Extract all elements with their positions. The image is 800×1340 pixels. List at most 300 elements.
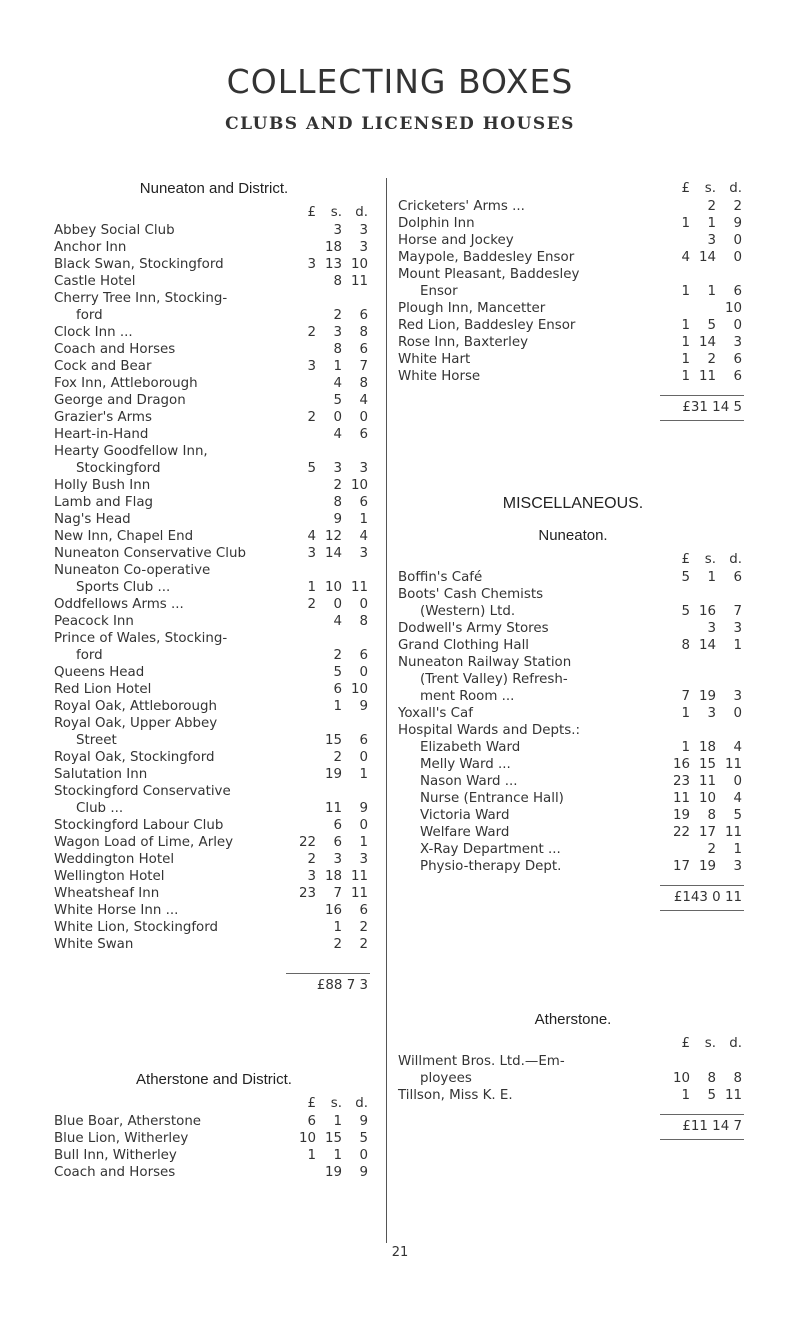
pence-amount: 6 [733, 570, 742, 585]
pence-amount: 4 [359, 393, 368, 408]
entry-name: Nuneaton Railway Station [398, 655, 572, 670]
list-item [398, 739, 748, 756]
pounds-amount: 11 [672, 791, 690, 806]
pounds-header: £ [681, 552, 690, 567]
list-item [54, 324, 374, 341]
pence-amount: 4 [359, 529, 368, 544]
entry-name: Yoxall's Caf [398, 706, 473, 721]
entry-name: Abbey Social Club [54, 223, 175, 238]
shillings-amount: 8 [707, 1071, 716, 1086]
page-number: 21 [391, 1245, 409, 1260]
pounds-amount: 22 [672, 825, 690, 840]
entry-name: George and Dragon [54, 393, 186, 408]
pence-amount: 4 [733, 740, 742, 755]
pence-amount: 2 [359, 937, 368, 952]
list-item [398, 586, 748, 620]
total-value: £143 0 11 [673, 890, 742, 905]
list-item [54, 1164, 374, 1181]
pence-amount: 1 [359, 512, 368, 527]
entry-name: X-Ray Department ... [420, 842, 561, 857]
entry-name: Street [76, 733, 117, 748]
pounds-amount [664, 841, 690, 858]
entry-name: Peacock Inn [54, 614, 134, 629]
page-title: COLLECTING BOXES [226, 62, 574, 101]
currency-header [398, 1033, 748, 1053]
entry-name: Bull Inn, Witherley [54, 1148, 177, 1163]
pence-amount: 8 [359, 614, 368, 629]
shillings-amount: 5 [707, 1088, 716, 1103]
list-item [54, 681, 374, 698]
pounds-amount [290, 1164, 316, 1181]
shillings-amount: 6 [333, 835, 342, 850]
nuneaton-district-list [54, 222, 374, 953]
list-item [398, 351, 748, 368]
entry-name: Holly Bush Inn [54, 478, 151, 493]
list-item [54, 749, 374, 766]
shillings-amount: 1 [707, 284, 716, 299]
pounds-amount: 2 [307, 852, 316, 867]
pounds-amount: 1 [681, 1088, 690, 1103]
pounds-amount [290, 766, 316, 783]
pounds-amount [290, 511, 316, 528]
pounds-amount: 16 [672, 757, 690, 772]
pounds-amount: 4 [307, 529, 316, 544]
entry-name: White Horse Inn ... [54, 903, 179, 918]
shillings-amount: 15 [324, 1131, 342, 1146]
shillings-amount: 3 [333, 325, 342, 340]
entry-name: Salutation Inn [54, 767, 148, 782]
list-item [54, 1147, 374, 1164]
pounds-amount [290, 936, 316, 953]
entry-name: Sports Club ... [76, 580, 171, 595]
pence-amount: 2 [733, 199, 742, 214]
entry-name: White Swan [54, 937, 134, 952]
entry-name: Royal Oak, Attleborough [54, 699, 217, 714]
pence-amount: 9 [359, 1165, 368, 1180]
pounds-amount [290, 239, 316, 256]
list-item [54, 494, 374, 511]
entry-name: Ensor [420, 284, 458, 299]
list-item [398, 249, 748, 266]
pounds-amount: 1 [681, 335, 690, 350]
shillings-amount: 4 [333, 614, 342, 629]
pounds-amount [290, 392, 316, 409]
list-item [54, 613, 374, 630]
pounds-amount: 1 [681, 216, 690, 231]
pounds-amount: 5 [681, 604, 690, 619]
total-value: £88 7 3 [316, 978, 368, 993]
hospital-label: Hospital Wards and Depts.: [398, 723, 580, 738]
shillings-amount: 0 [333, 597, 342, 612]
pence-amount: 0 [359, 818, 368, 833]
pounds-amount [290, 681, 316, 698]
pence-amount: 8 [733, 1071, 742, 1086]
pounds-amount: 7 [681, 689, 690, 704]
list-item [54, 936, 374, 953]
pounds-amount [290, 902, 316, 919]
pence-amount: 9 [359, 699, 368, 714]
shillings-amount: 5 [333, 665, 342, 680]
entry-name: Blue Lion, Witherley [54, 1131, 189, 1146]
list-item [54, 256, 374, 273]
pence-amount: 6 [359, 903, 368, 918]
entry-name: Black Swan, Stockingford [54, 257, 224, 272]
shillings-amount: 2 [333, 648, 342, 663]
entry-name: Boffin's Café [398, 570, 483, 585]
pounds-amount: 1 [307, 580, 316, 595]
shillings-amount: 4 [333, 376, 342, 391]
pence-amount: 11 [350, 580, 368, 595]
pence-amount: 6 [359, 733, 368, 748]
shillings-amount: 17 [698, 825, 716, 840]
list-item [54, 868, 374, 885]
shillings-amount: 19 [324, 767, 342, 782]
pounds-amount [664, 300, 690, 317]
shillings-amount: 6 [333, 818, 342, 833]
entry-name: Grazier's Arms [54, 410, 152, 425]
pence-amount: 0 [359, 410, 368, 425]
pence-amount: 6 [733, 284, 742, 299]
list-item [54, 783, 374, 817]
entry-name: Stockingford Conservative [54, 784, 231, 799]
entry-name: White Horse [398, 369, 481, 384]
list-item [398, 317, 748, 334]
entry-name: Nuneaton Co-operative [54, 563, 211, 578]
pounds-header: £ [681, 1036, 690, 1051]
list-item [398, 654, 748, 705]
list-item [54, 630, 374, 664]
list-item [54, 409, 374, 426]
shillings-amount: 2 [707, 352, 716, 367]
nuneaton-district-title: Nuneaton and District. [139, 180, 289, 197]
entry-name: Horse and Jockey [398, 233, 514, 248]
shillings-amount [694, 300, 716, 317]
pounds-amount [290, 732, 316, 749]
entry-name: Grand Clothing Hall [398, 638, 530, 653]
entry-name: New Inn, Chapel End [54, 529, 194, 544]
pounds-amount [290, 698, 316, 715]
pounds-amount: 8 [681, 638, 690, 653]
shillings-amount: 3 [707, 233, 716, 248]
entry-name: Willment Bros. Ltd.—Em- [398, 1054, 565, 1069]
entry-name: Wellington Hotel [54, 869, 165, 884]
entry-name: Weddington Hotel [54, 852, 175, 867]
pounds-amount [290, 426, 316, 443]
shillings-amount: 14 [324, 546, 342, 561]
pence-amount: 0 [733, 774, 742, 789]
pence-header: d. [729, 552, 742, 567]
shillings-amount: 3 [707, 706, 716, 721]
entry-name: Tillson, Miss K. E. [398, 1088, 513, 1103]
entry-name: Blue Boar, Atherstone [54, 1114, 202, 1129]
pounds-amount: 1 [681, 352, 690, 367]
pence-amount: 3 [359, 546, 368, 561]
pounds-amount: 1 [681, 706, 690, 721]
miscellaneous-title: MISCELLANEOUS. [502, 495, 644, 512]
pounds-amount: 3 [307, 869, 316, 884]
pounds-amount: 1 [681, 284, 690, 299]
shillings-amount: 10 [698, 791, 716, 806]
entry-name: Victoria Ward [420, 808, 510, 823]
pence-amount: 3 [733, 859, 742, 874]
shillings-amount: 5 [707, 318, 716, 333]
shillings-header: s. [704, 1036, 716, 1051]
pence-amount: 0 [359, 750, 368, 765]
pence-amount: 3 [733, 621, 742, 636]
list-item [54, 698, 374, 715]
entry-name: Plough Inn, Mancetter [398, 301, 546, 316]
shillings-amount: 15 [324, 733, 342, 748]
pence-amount: 6 [359, 648, 368, 663]
list-item [398, 841, 748, 858]
pence-amount: 2 [359, 920, 368, 935]
shillings-amount: 14 [698, 638, 716, 653]
list-item [398, 858, 748, 875]
pence-amount: 0 [359, 1148, 368, 1163]
shillings-amount: 18 [324, 240, 342, 255]
pence-amount: 11 [350, 274, 368, 289]
list-item [398, 215, 748, 232]
pounds-amount [664, 232, 690, 249]
shillings-amount: 18 [698, 740, 716, 755]
pounds-amount [290, 919, 316, 936]
entry-name: Lamb and Flag [54, 495, 154, 510]
continued-list [398, 198, 748, 385]
entry-name: Dolphin Inn [398, 216, 475, 231]
pounds-amount: 2 [307, 597, 316, 612]
entry-name: Clock Inn ... [54, 325, 133, 340]
pence-amount: 10 [350, 478, 368, 493]
list-item [398, 266, 748, 300]
pence-header: d. [355, 205, 368, 220]
pence-amount: 10 [724, 301, 742, 316]
shillings-amount: 8 [333, 274, 342, 289]
continued-total [398, 395, 748, 421]
entry-name: Physio-therapy Dept. [420, 859, 562, 874]
shillings-amount: 2 [333, 750, 342, 765]
pence-amount: 3 [733, 335, 742, 350]
pounds-amount: 1 [681, 740, 690, 755]
pounds-amount: 17 [672, 859, 690, 874]
shillings-amount: 10 [324, 580, 342, 595]
pence-header: d. [355, 1096, 368, 1111]
shillings-amount: 1 [333, 359, 342, 374]
atherstone-district-list [54, 1113, 374, 1181]
shillings-amount: 14 [698, 335, 716, 350]
entry-name: Nason Ward ... [420, 774, 518, 789]
entry-name: Anchor Inn [54, 240, 127, 255]
pence-amount: 6 [733, 369, 742, 384]
pounds-amount [290, 613, 316, 630]
list-item [54, 834, 374, 851]
entry-name: Rose Inn, Baxterley [398, 335, 528, 350]
entry-name: Boots' Cash Chemists [398, 587, 544, 602]
shillings-amount: 1 [333, 1114, 342, 1129]
currency-header [54, 202, 374, 222]
shillings-amount: 3 [333, 852, 342, 867]
shillings-amount: 3 [333, 461, 342, 476]
entry-name: Welfare Ward [420, 825, 510, 840]
pence-amount: 6 [733, 352, 742, 367]
list-item [54, 426, 374, 443]
list-item [54, 375, 374, 392]
pence-amount: 6 [359, 342, 368, 357]
entry-name: Oddfellows Arms ... [54, 597, 184, 612]
pounds-amount: 10 [672, 1071, 690, 1086]
pence-amount: 3 [359, 223, 368, 238]
list-item [54, 885, 374, 902]
pounds-amount [664, 620, 690, 637]
shillings-amount: 19 [324, 1165, 342, 1180]
pounds-amount: 10 [298, 1131, 316, 1146]
list-item [54, 528, 374, 545]
list-item [54, 443, 374, 477]
nuneaton-district-total [54, 973, 374, 999]
list-item [54, 851, 374, 868]
pounds-amount [290, 273, 316, 290]
entry-name: Queens Head [54, 665, 145, 680]
list-item [398, 620, 748, 637]
entry-name: Melly Ward ... [420, 757, 511, 772]
list-item [54, 392, 374, 409]
pence-amount: 11 [724, 1088, 742, 1103]
shillings-amount: 7 [333, 886, 342, 901]
pence-amount: 11 [724, 825, 742, 840]
shillings-amount: 1 [333, 1148, 342, 1163]
pence-amount: 7 [733, 604, 742, 619]
currency-header [54, 1093, 374, 1113]
pounds-amount: 3 [307, 546, 316, 561]
pence-amount: 6 [359, 308, 368, 323]
shillings-amount: 0 [333, 410, 342, 425]
pence-amount: 6 [359, 427, 368, 442]
pounds-amount [290, 749, 316, 766]
pounds-amount: 5 [681, 570, 690, 585]
pence-amount: 3 [359, 852, 368, 867]
list-item [54, 222, 374, 239]
list-item [54, 902, 374, 919]
pence-amount: 3 [359, 461, 368, 476]
pounds-amount: 2 [307, 325, 316, 340]
shillings-amount: 13 [324, 257, 342, 272]
entry-name: Cock and Bear [54, 359, 152, 374]
pounds-header: £ [307, 205, 316, 220]
misc-atherstone-title: Atherstone. [534, 1011, 612, 1028]
list-item [54, 562, 374, 596]
pence-amount: 1 [733, 638, 742, 653]
entry-name: Stockingford Labour Club [54, 818, 224, 833]
entry-name: Wheatsheaf Inn [54, 886, 160, 901]
pounds-amount: 4 [681, 250, 690, 265]
pence-amount: 8 [359, 325, 368, 340]
pence-amount: 1 [359, 835, 368, 850]
list-item [54, 239, 374, 256]
pence-amount: 11 [724, 757, 742, 772]
shillings-amount: 2 [333, 937, 342, 952]
entry-name: ford [76, 308, 103, 323]
total-value: £31 14 5 [682, 400, 742, 415]
entry-name: Maypole, Baddesley Ensor [398, 250, 575, 265]
entry-name: ford [76, 648, 103, 663]
entry-name: Coach and Horses [54, 342, 176, 357]
pounds-amount: 1 [681, 318, 690, 333]
pounds-amount: 6 [307, 1114, 316, 1129]
list-item [398, 1087, 748, 1104]
entry-name: Cherry Tree Inn, Stocking- [54, 291, 228, 306]
list-item [54, 511, 374, 528]
pounds-amount: 22 [298, 835, 316, 850]
list-item [398, 198, 748, 215]
pence-amount: 0 [359, 597, 368, 612]
pounds-amount [290, 222, 316, 239]
entry-name: Wagon Load of Lime, Arley [54, 835, 234, 850]
shillings-amount: 4 [333, 427, 342, 442]
atherstone-district-title: Atherstone and District. [136, 1071, 292, 1088]
shillings-amount: 8 [333, 342, 342, 357]
pence-amount: 0 [733, 233, 742, 248]
list-item [398, 368, 748, 385]
total-value: £11 14 7 [682, 1119, 742, 1134]
pounds-amount: 5 [307, 461, 316, 476]
pence-amount: 9 [359, 801, 368, 816]
misc-nuneaton-list [398, 569, 748, 722]
list-item [398, 807, 748, 824]
list-item [398, 334, 748, 351]
right-column [398, 178, 748, 1140]
pounds-amount: 23 [298, 886, 316, 901]
shillings-amount: 2 [333, 308, 342, 323]
pounds-amount [664, 198, 690, 215]
list-item [398, 232, 748, 249]
entry-name: Hearty Goodfellow Inn, [54, 444, 208, 459]
shillings-amount: 2 [707, 199, 716, 214]
pence-amount: 1 [733, 842, 742, 857]
entry-name: White Hart [398, 352, 471, 367]
pence-amount: 10 [350, 257, 368, 272]
shillings-amount: 5 [333, 393, 342, 408]
entry-name: Dodwell's Army Stores [398, 621, 549, 636]
list-item [54, 1130, 374, 1147]
shillings-amount: 19 [698, 859, 716, 874]
page-subtitle: CLUBS AND LICENSED HOUSES [225, 114, 575, 134]
list-item [54, 358, 374, 375]
entry-name: Red Lion Hotel [54, 682, 152, 697]
list-item [398, 790, 748, 807]
pounds-amount: 23 [672, 774, 690, 789]
entry-name: Prince of Wales, Stocking- [54, 631, 228, 646]
pounds-amount [290, 817, 316, 834]
pounds-amount: 1 [681, 369, 690, 384]
pence-amount: 8 [359, 376, 368, 391]
pence-amount: 11 [350, 869, 368, 884]
pence-amount: 0 [733, 706, 742, 721]
pence-amount: 3 [359, 240, 368, 255]
list-item [398, 300, 748, 317]
pence-header: d. [729, 181, 742, 196]
pence-amount: 0 [359, 665, 368, 680]
entry-name: Castle Hotel [54, 274, 136, 289]
shillings-amount: 2 [333, 478, 342, 493]
pounds-amount [290, 307, 316, 324]
list-item [398, 773, 748, 790]
pounds-amount: 19 [672, 808, 690, 823]
pence-amount: 0 [733, 250, 742, 265]
shillings-amount: 8 [707, 808, 716, 823]
pence-amount: 10 [350, 682, 368, 697]
column-divider [386, 178, 387, 1243]
hospital-list [398, 739, 748, 875]
pounds-amount: 2 [307, 410, 316, 425]
